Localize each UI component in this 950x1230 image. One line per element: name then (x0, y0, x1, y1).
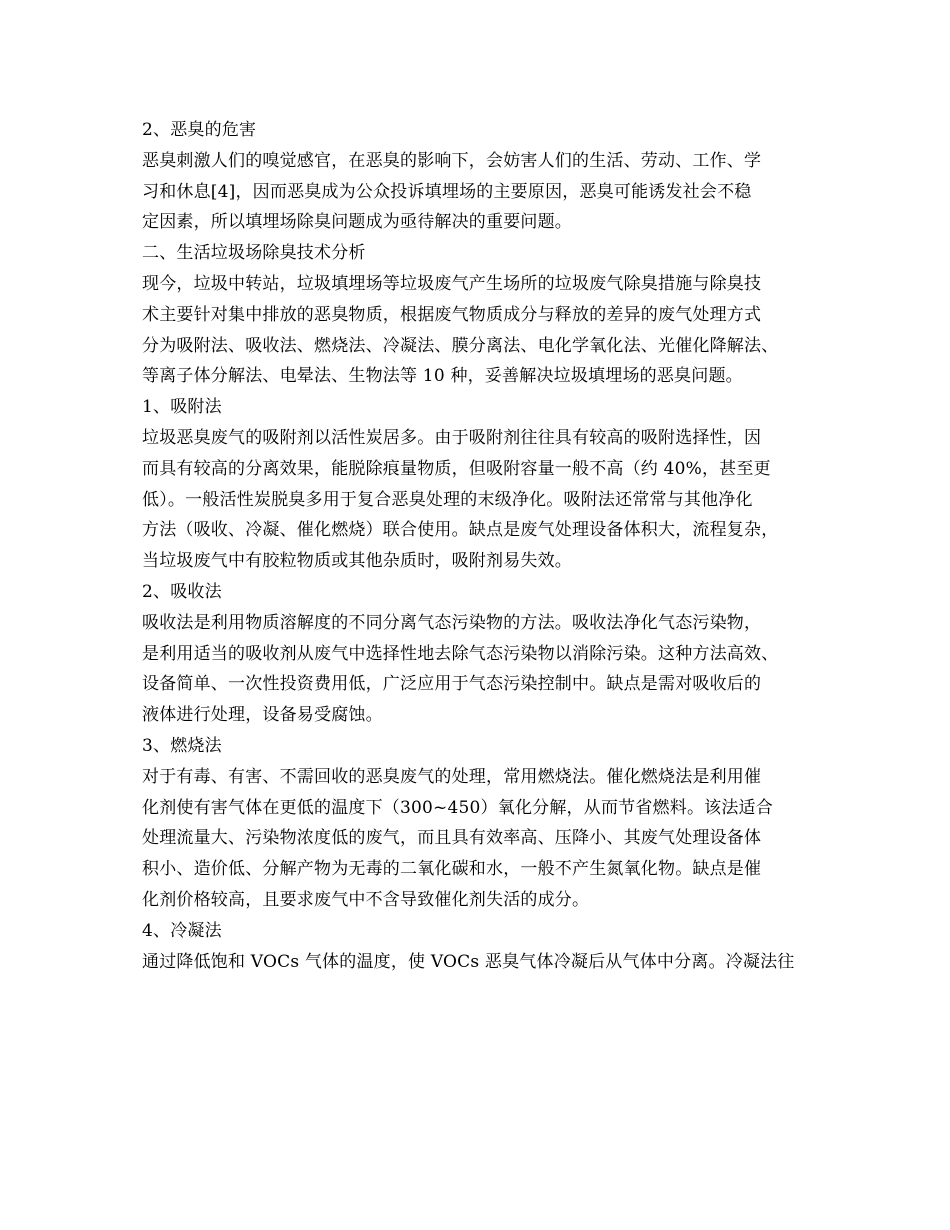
paragraph-line: 对于有毒、有害、不需回收的恶臭废气的处理，常用燃烧法。催化燃烧法是利用催 (142, 766, 762, 787)
paragraph-line: 化剂使有害气体在更低的温度下（300~450）氧化分解，从而节省燃料。该法适合 (142, 797, 773, 818)
document-body (142, 115, 832, 977)
paragraph-line: 现今，垃圾中转站，垃圾填埋场等垃圾废气产生场所的垃圾废气除臭措施与除臭技 (142, 273, 762, 294)
paragraph-line: 当垃圾废气中有胶粒物质或其他杂质时，吸附剂易失效。 (142, 551, 572, 572)
section-heading: 2、恶臭的危害 (142, 120, 257, 140)
paragraph-line: 通过降低饱和 VOCs 气体的温度，使 VOCs 恶臭气体冷凝后从气体中分离。冷凝法往 (142, 951, 795, 972)
paragraph-line: 液体进行处理，设备易受腐蚀。 (142, 705, 383, 726)
paragraph-line: 化剂价格较高，且要求废气中不含导致催化剂失活的成分。 (142, 889, 590, 910)
section-heading: 3、燃烧法 (142, 735, 222, 756)
paragraph-line: 定因素，所以填埋场除臭问题成为亟待解决的重要问题。 (142, 212, 572, 233)
paragraph-line: 术主要针对集中排放的恶臭物质，根据废气物质成分与释放的差异的废气处理方式 (142, 304, 762, 325)
paragraph-line: 垃圾恶臭废气的吸附剂以活性炭居多。由于吸附剂往往具有较高的吸附选择性，因 (142, 427, 762, 448)
paragraph-line: 习和休息[4]，因而恶臭成为公众投诉填埋场的主要原因，恶臭可能诱发社会不稳 (142, 181, 752, 202)
paragraph-line: 是利用适当的吸收剂从废气中选择性地去除气态污染物以消除污染。这种方法高效、 (142, 643, 779, 664)
paragraph-line: 设备简单、一次性投资费用低，广泛应用于气态污染控制中。缺点是需对吸收后的 (142, 674, 762, 695)
paragraph-line: 等离子体分解法、电晕法、生物法等 10 种，妥善解决垃圾填埋场的恶臭问题。 (142, 366, 743, 387)
paragraph-line: 而具有较高的分离效果，能脱除痕量物质，但吸附容量一般不高（约 40%，甚至更 (142, 458, 771, 479)
paragraph-line: 方法（吸收、冷凝、催化燃烧）联合使用。缺点是废气处理设备体积大，流程复杂， (142, 520, 779, 541)
paragraph-line: 低）。一般活性炭脱臭多用于复合恶臭处理的末级净化。吸附法还常常与其他净化 (142, 489, 753, 510)
paragraph-line: 吸收法是利用物质溶解度的不同分离气态污染物的方法。吸收法净化气态污染物， (142, 612, 762, 633)
paragraph-line: 积小、造价低、分解产物为无毒的二氧化碳和水，一般不产生氮氧化物。缺点是催 (142, 859, 762, 880)
paragraph-line: 恶臭刺激人们的嗅觉感官，在恶臭的影响下，会妨害人们的生活、劳动、工作、学 (142, 150, 762, 171)
paragraph-line: 分为吸附法、吸收法、燃烧法、冷凝法、膜分离法、电化学氧化法、光催化降解法、 (142, 335, 779, 356)
section-heading: 1、吸附法 (142, 397, 222, 418)
paragraph-line: 处理流量大、污染物浓度低的废气，而且具有效率高、压降小、其废气处理设备体 (142, 828, 762, 849)
section-heading: 二、生活垃圾场除臭技术分析 (142, 243, 366, 264)
section-heading: 2、吸收法 (142, 581, 222, 602)
section-heading: 4、冷凝法 (142, 920, 222, 941)
